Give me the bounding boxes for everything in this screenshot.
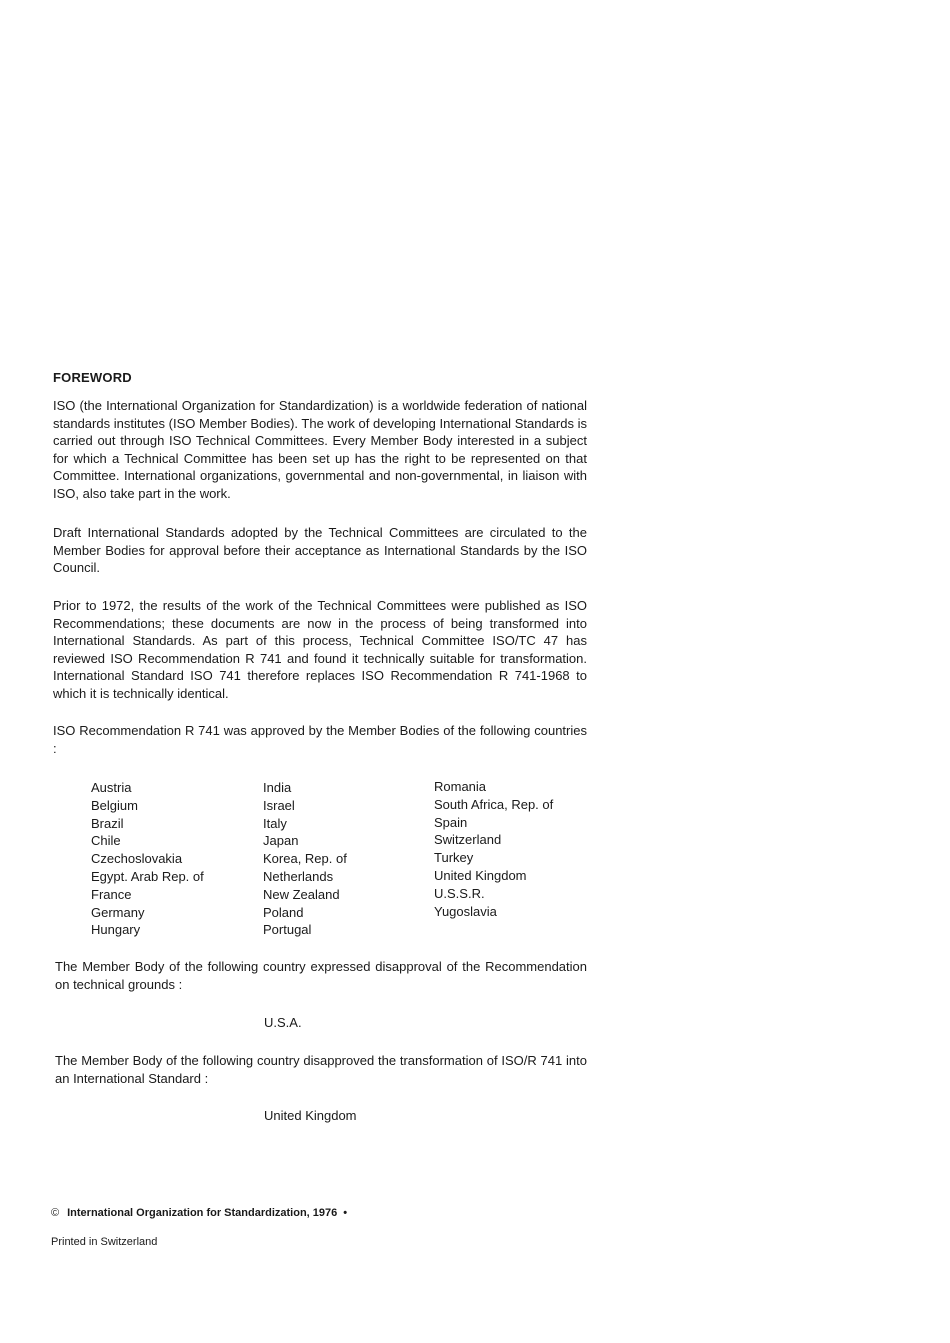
country-item: Korea, Rep. of [263, 851, 347, 867]
country-item: Netherlands [263, 868, 334, 884]
foreword-paragraph-6: The Member Body of the following country disapproved the transformation of ISO/R 741 into an International Standard : [55, 1053, 587, 1086]
copyright-text: International Organization for Standardization, 1976 [67, 1207, 338, 1219]
country-item: Brazil [91, 815, 124, 831]
country-item: Spain [434, 814, 468, 830]
country-item: Chile [91, 833, 121, 849]
copyright-symbol: © [51, 1207, 60, 1219]
foreword-paragraph-3: Prior to 1972, the results of the work of the Technical Committees were published as ISO Recommendations; these documents are now in the process of being transformed into International Standards. As part of this process, Technical Committee ISO/TC 47 has reviewed ISO Recommendation R 741 and found it technically suitable for transformation. International Standard ISO 741 therefore replaces ISO Recommendation R 741-1968 to which it is technically identical. [53, 598, 587, 701]
country-item: Austria [91, 780, 132, 795]
country-item: New Zealand [263, 886, 340, 902]
disapproving-country-technical: U.S.A. [264, 1015, 302, 1030]
country-item: Turkey [434, 850, 474, 866]
foreword-paragraph-5: The Member Body of the following country expressed disapproval of the Recommendation on technical grounds : [55, 959, 587, 992]
country-item: France [91, 886, 132, 902]
country-item: Israel [263, 797, 295, 813]
country-item: Yugoslavia [434, 903, 497, 919]
country-column-3 [434, 778, 553, 920]
country-item: India [263, 780, 292, 795]
country-item: Poland [263, 904, 304, 920]
country-item: Switzerland [434, 832, 502, 848]
country-item: U.S.S.R. [434, 885, 485, 901]
copyright-notice [51, 1207, 347, 1219]
country-item: Hungary [91, 922, 141, 938]
country-item: Italy [263, 815, 287, 831]
country-item: Romania [434, 779, 487, 794]
printed-location: Printed in Switzerland [51, 1236, 158, 1248]
country-item: Portugal [263, 922, 312, 938]
disapproving-country-transformation: United Kingdom [264, 1108, 357, 1123]
country-item: South Africa, Rep. of [434, 796, 554, 812]
country-column-2 [263, 779, 347, 939]
country-item: United Kingdom [434, 867, 527, 883]
foreword-heading: FOREWORD [53, 370, 132, 385]
country-item: Czechoslovakia [91, 851, 183, 867]
country-item: Belgium [91, 797, 138, 813]
approving-countries-list [91, 779, 591, 944]
foreword-paragraph-1: ISO (the International Organization for Standardization) is a worldwide federation of national standards institutes (ISO Member Bodies). The work of developing International Standards is carried out through ISO Technical Committees. Every Member Body interested in a subject for which a Technical Committee has been set up has the right to be represented on that Committee. International organizations, governmental and non-governmental, in liaison with ISO, also take part in the work. [53, 398, 587, 501]
country-item: Egypt. Arab Rep. of [91, 868, 204, 884]
country-column-1 [91, 779, 204, 939]
foreword-paragraph-2: Draft International Standards adopted by the Technical Committees are circulated to the Member Bodies for approval before their acceptance as International Standards by the ISO Council. [53, 525, 587, 576]
country-item: Japan [263, 833, 299, 849]
foreword-paragraph-4: ISO Recommendation R 741 was approved by the Member Bodies of the following countries : [53, 723, 587, 756]
bullet-mark: • [343, 1207, 348, 1219]
country-item: Germany [91, 904, 145, 920]
